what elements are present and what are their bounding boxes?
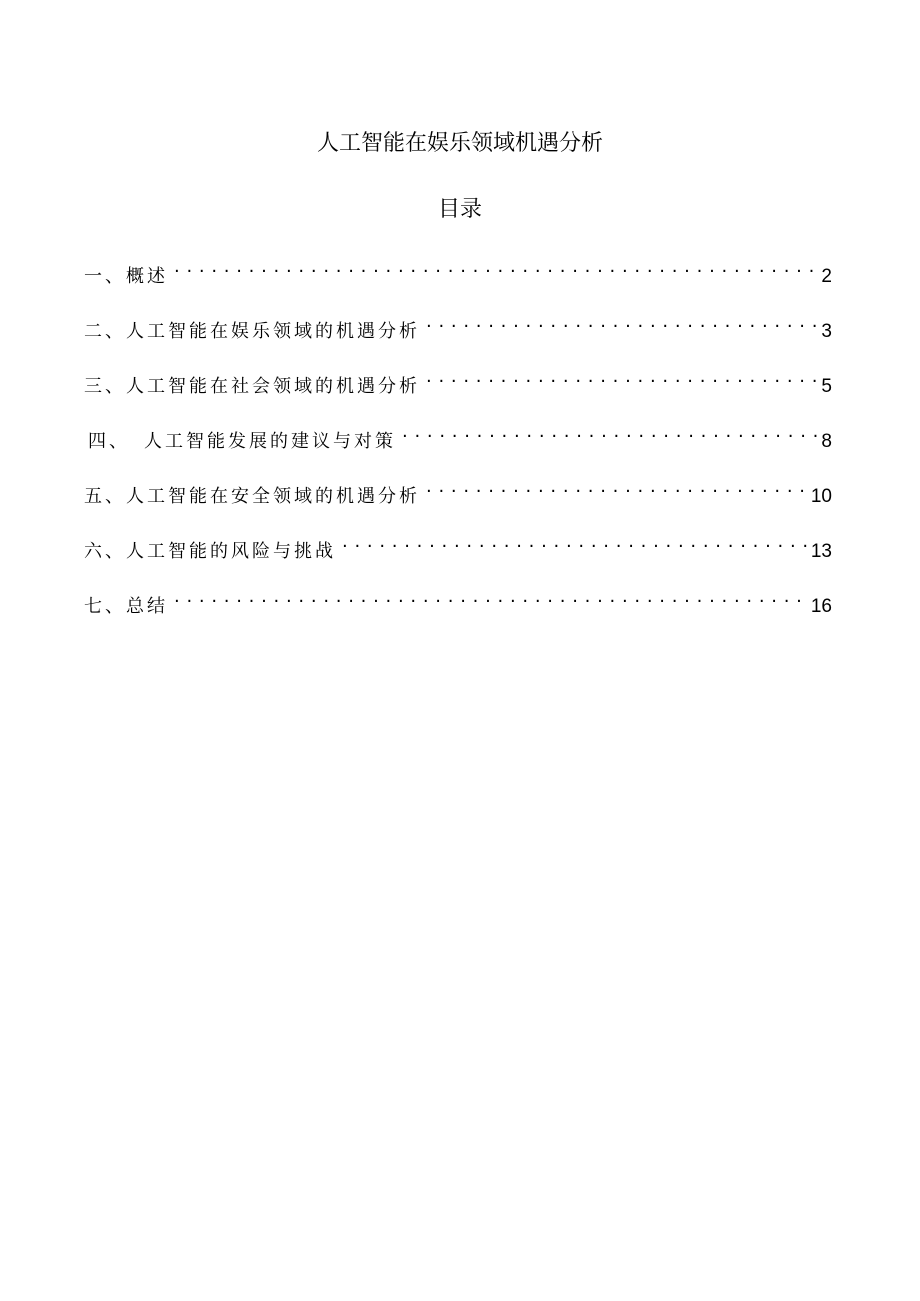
dot-leader: [426, 472, 807, 502]
toc-entry-number: 六、: [84, 541, 126, 562]
toc-entry-number: 五、: [84, 486, 126, 507]
toc-entry-number: 一、: [84, 266, 126, 287]
toc-entry-page: 5: [821, 376, 832, 397]
toc-entry-page: 16: [810, 596, 832, 617]
dot-leader: [402, 417, 817, 447]
toc-entry-label: 人工智能的风险与挑战: [126, 541, 336, 562]
document-title: 人工智能在娱乐领域机遇分析: [316, 131, 603, 156]
toc-entry-label: 概述: [126, 266, 168, 287]
toc-entry-label: 人工智能发展的建议与对策: [144, 431, 396, 452]
toc-entry-4[interactable]: [84, 417, 832, 472]
dot-leader: [174, 582, 807, 612]
toc-entry-label: 总结: [126, 596, 168, 617]
toc-entry-number: 七、: [84, 596, 126, 617]
toc-entry-page: 3: [821, 321, 832, 342]
dot-leader: [426, 307, 817, 337]
toc-entry-page: 13: [810, 541, 832, 562]
toc-heading: 目录: [437, 197, 482, 222]
dot-leader: [342, 527, 807, 557]
toc-entry-2[interactable]: [84, 307, 832, 362]
toc-entry-page: 8: [821, 431, 832, 452]
toc-entry-number: 四、: [88, 431, 130, 452]
toc-entry-label: 人工智能在安全领域的机遇分析: [126, 486, 420, 507]
toc-entry-page: 2: [821, 266, 832, 287]
toc-entry-5[interactable]: [84, 472, 832, 527]
toc-entry-6[interactable]: [84, 527, 832, 582]
toc-entry-number: 三、: [84, 376, 126, 397]
table-of-contents: [84, 252, 832, 637]
toc-entry-number: 二、: [84, 321, 126, 342]
toc-entry-page: 10: [810, 486, 832, 507]
toc-entry-label: 人工智能在娱乐领域的机遇分析: [126, 321, 420, 342]
toc-entry-7[interactable]: [84, 582, 832, 637]
toc-entry-label: 人工智能在社会领域的机遇分析: [126, 376, 420, 397]
toc-entry-3[interactable]: [84, 362, 832, 417]
dot-leader: [174, 252, 817, 282]
dot-leader: [426, 362, 817, 392]
toc-entry-1[interactable]: [84, 252, 832, 307]
